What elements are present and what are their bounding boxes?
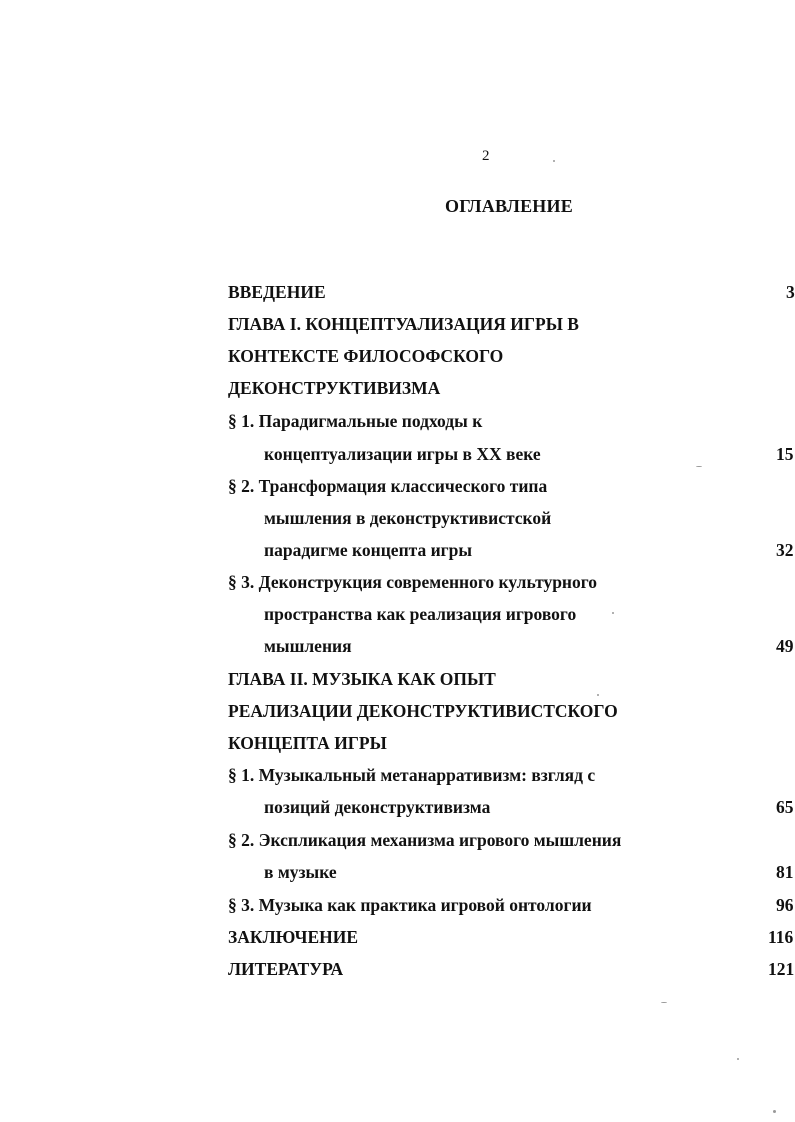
toc-entry-ch1-sec2-line-3: парадигме концепта игры <box>264 540 473 560</box>
toc-entry-literature: ЛИТЕРАТУРА <box>228 959 344 979</box>
toc-entry-chapter-2-line-3: КОНЦЕПТА ИГРЫ <box>228 733 387 753</box>
toc-page-literature: 121 <box>768 959 795 979</box>
scan-speck <box>612 612 614 614</box>
toc-entry-ch1-sec1-line-2: концептуализации игры в XX веке <box>264 444 541 464</box>
toc-entry-ch1-sec3-line-1: § 3. Деконструкция современного культурного <box>228 572 598 592</box>
toc-page-ch1-sec3: 49 <box>776 636 794 656</box>
scan-speck <box>737 1058 739 1060</box>
toc-entry-chapter-1-line-1: ГЛАВА I. КОНЦЕПТУАЛИЗАЦИЯ ИГРЫ В <box>228 314 579 334</box>
page-number: 2 <box>482 148 490 164</box>
toc-page-conclusion: 116 <box>768 927 794 947</box>
toc-entry-ch2-sec3: § 3. Музыка как практика игровой онтологии <box>228 895 592 915</box>
scan-speck <box>696 466 702 467</box>
toc-entry-ch1-sec1-line-1: § 1. Парадигмальные подходы к <box>228 411 483 431</box>
toc-entry-ch1-sec2-line-2: мышления в деконструктивистской <box>264 508 552 528</box>
toc-entry-chapter-1-line-2: КОНТЕКСТЕ ФИЛОСОФСКОГО <box>228 346 504 366</box>
toc-entry-chapter-2-line-2: РЕАЛИЗАЦИИ ДЕКОНСТРУКТИВИСТСКОГО <box>228 701 618 721</box>
scan-speck <box>553 160 555 162</box>
toc-page-ch1-sec1: 15 <box>776 444 794 464</box>
toc-page-ch2-sec2: 81 <box>776 862 794 882</box>
toc-entry-ch2-sec1-line-2: позиций деконструктивизма <box>264 797 491 817</box>
toc-entry-conclusion: ЗАКЛЮЧЕНИЕ <box>228 927 359 947</box>
toc-entry-ch1-sec3-line-2: пространства как реализация игрового <box>264 604 577 624</box>
toc-entry-ch2-sec2-line-1: § 2. Экспликация механизма игрового мышления <box>228 830 622 850</box>
toc-entry-chapter-2-line-1: ГЛАВА II. МУЗЫКА КАК ОПЫТ <box>228 669 496 689</box>
toc-entry-ch2-sec2-line-2: в музыке <box>264 862 337 882</box>
scan-speck <box>597 694 599 696</box>
toc-entry-chapter-1-line-3: ДЕКОНСТРУКТИВИЗМА <box>228 378 441 398</box>
toc-page-introduction: 3 <box>786 282 795 302</box>
toc-page-ch2-sec1: 65 <box>776 797 794 817</box>
toc-entry-introduction: ВВЕДЕНИЕ <box>228 282 326 302</box>
toc-entry-ch1-sec3-line-3: мышления <box>264 636 352 656</box>
toc-entry-ch2-sec1-line-1: § 1. Музыкальный метанарративизм: взгляд с <box>228 765 596 785</box>
scan-speck <box>773 1110 776 1113</box>
toc-entry-ch1-sec2-line-1: § 2. Трансформация классического типа <box>228 476 548 496</box>
toc-title: ОГЛАВЛЕНИЕ <box>445 196 573 216</box>
toc-page-ch1-sec2: 32 <box>776 540 794 560</box>
scan-speck <box>661 1002 667 1003</box>
toc-page-ch2-sec3: 96 <box>776 895 794 915</box>
